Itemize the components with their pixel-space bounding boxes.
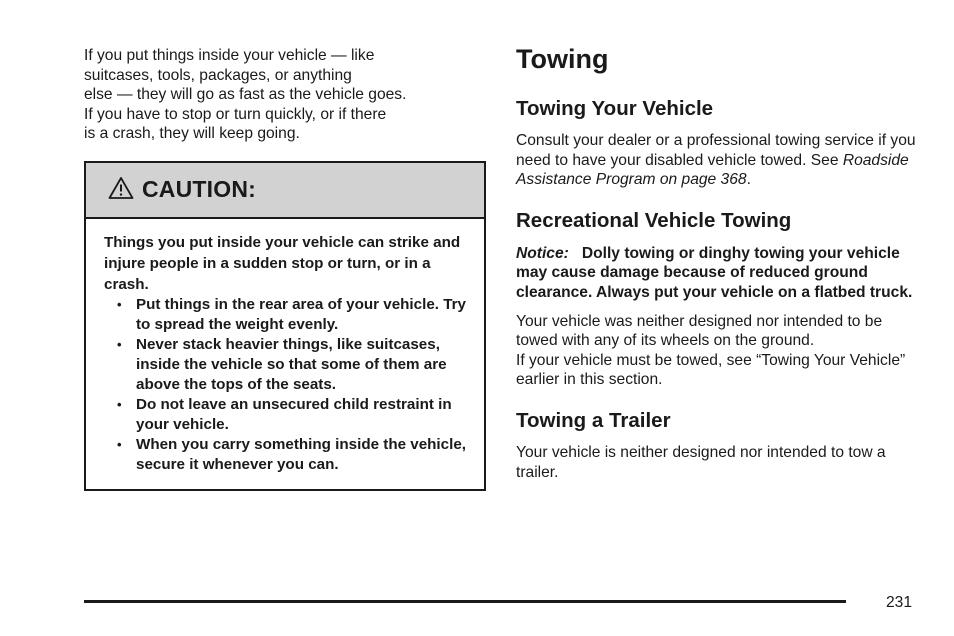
notice-label: Notice: — [516, 244, 569, 262]
intro-line: If you have to stop or turn quickly, or if there — [84, 105, 387, 123]
caution-bullet-item — [104, 295, 466, 335]
towing-trailer-text: Your vehicle is neither designed nor intended to tow a trailer. — [516, 443, 886, 481]
period: . — [746, 171, 751, 189]
caution-bullet-item — [104, 395, 466, 435]
warning-triangle-icon — [108, 176, 134, 200]
bullet-glyph: • — [117, 396, 122, 412]
caution-body — [86, 219, 484, 489]
notice-paragraph — [516, 244, 926, 303]
cross-reference: Roadside Assistance Program on page 368 — [516, 151, 909, 189]
caution-bullet-list — [104, 295, 466, 475]
bullet-glyph: • — [117, 296, 122, 312]
bullet-glyph: • — [117, 436, 122, 452]
bullet-glyph: • — [117, 336, 122, 352]
right-column — [516, 42, 926, 482]
page-number: 231 — [886, 594, 913, 611]
caution-header — [86, 163, 484, 219]
caution-lead-text: Things you put inside your vehicle can strike and injure people in a sudden stop or turn, or in a crash. — [104, 233, 461, 293]
caution-bullet-item — [104, 335, 466, 395]
caution-box — [84, 161, 486, 491]
intro-paragraph — [84, 46, 486, 144]
caution-bullet-item — [104, 435, 466, 475]
towing-trailer-heading: Towing a Trailer — [516, 408, 671, 432]
caution-title: CAUTION: — [142, 176, 257, 203]
towing-your-vehicle-heading: Towing Your Vehicle — [516, 97, 714, 120]
intro-line: else — they will go as fast as the vehicle goes. — [84, 86, 407, 104]
notice-text: Dolly towing or dinghy towing your vehicle may cause damage because of reduced ground clearance. Always put your vehicle on a flatbed truck. — [516, 244, 913, 301]
intro-line: suitcases, tools, packages, or anything — [84, 66, 352, 84]
recreational-paragraph: Your vehicle was neither designed nor intended to be towed with any of its wheels on the ground. — [516, 312, 883, 350]
caution-bullet-text: Do not leave an unsecured child restraint in your vehicle. — [136, 395, 452, 433]
caution-bullet-text: When you carry something inside the vehicle, secure it whenever you can. — [136, 435, 466, 473]
caution-bullet-text: Put things in the rear area of your vehicle. Try to spread the weight evenly. — [136, 295, 467, 333]
intro-line: is a crash, they will keep going. — [84, 125, 300, 143]
left-column — [84, 46, 486, 491]
intro-line: If you put things inside your vehicle — like — [84, 47, 375, 64]
recreational-towing-heading: Recreational Vehicle Towing — [516, 208, 792, 232]
body-text: Consult your dealer or a professional towing service if you need to have your disabled vehicle towed. See — [516, 132, 916, 169]
recreational-paragraph: If your vehicle must be towed, see “Towing Your Vehicle” earlier in this section. — [516, 351, 906, 389]
towing-your-vehicle-text — [516, 131, 926, 190]
caution-bullet-text: Never stack heavier things, like suitcases, inside the vehicle so that some of them are above the tops of the seats. — [136, 335, 447, 393]
section-title: Towing — [516, 44, 609, 74]
footer-divider — [84, 600, 846, 603]
